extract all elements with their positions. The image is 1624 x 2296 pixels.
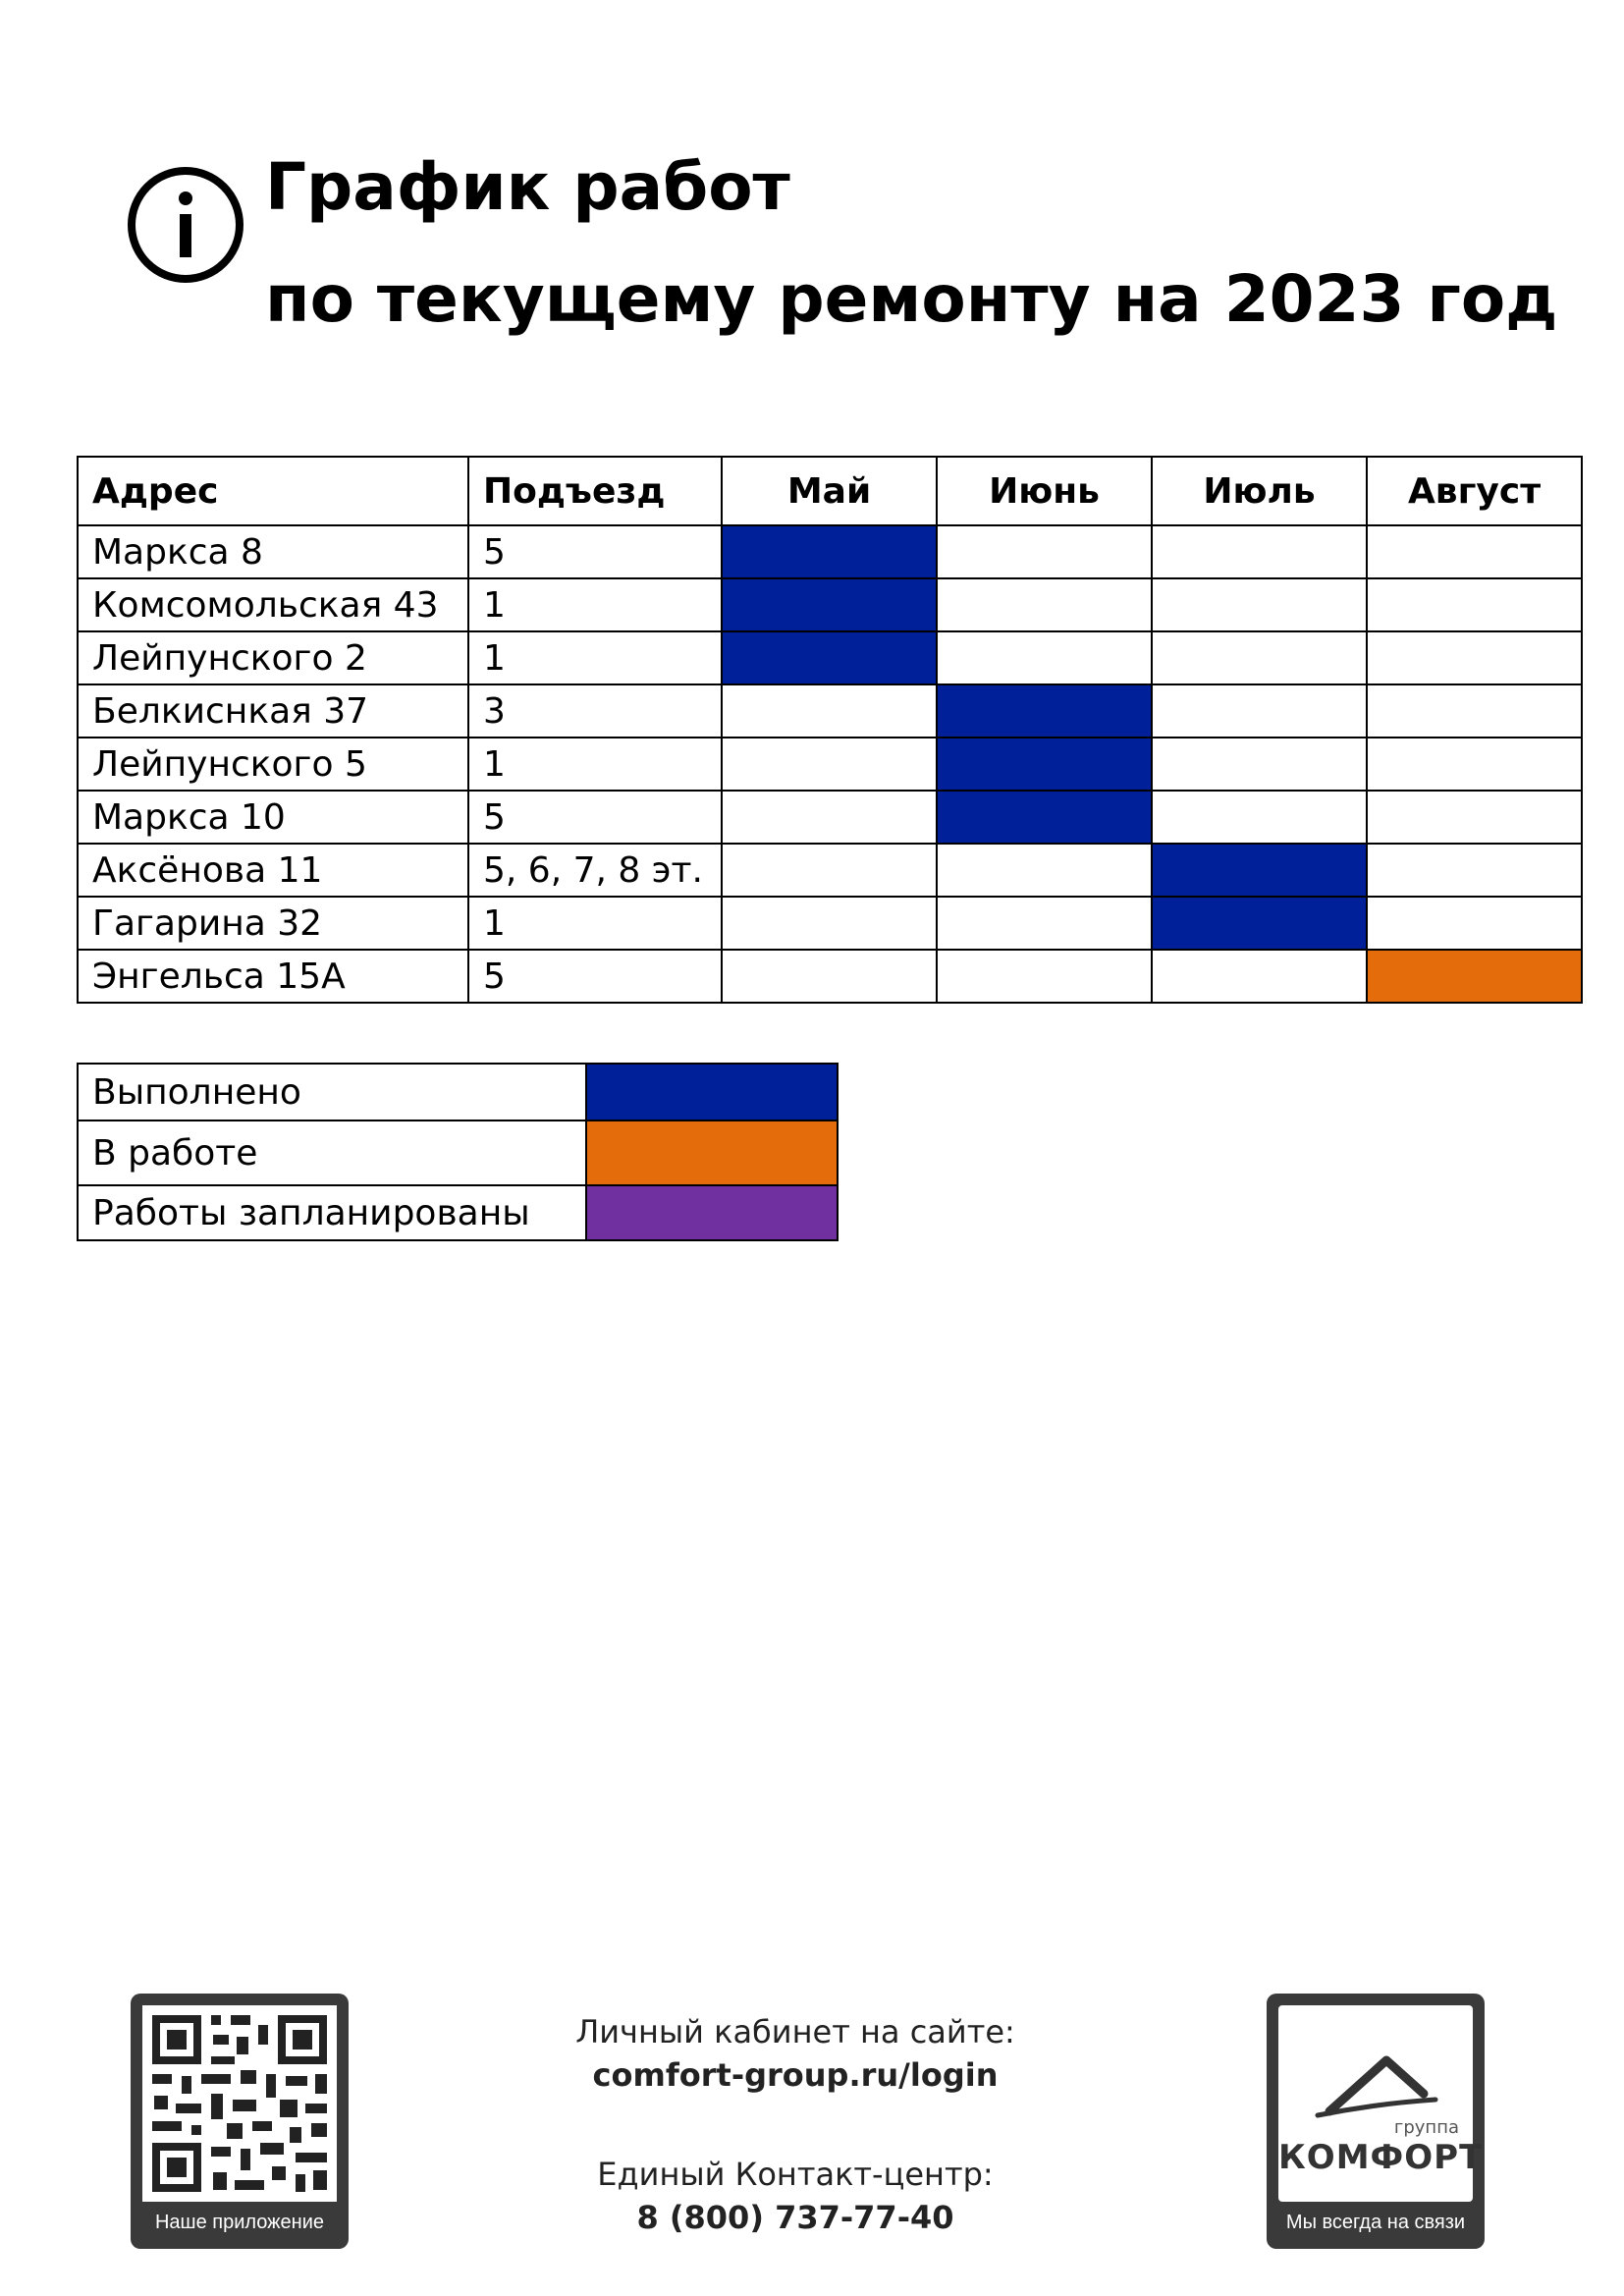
legend-row-done	[78, 1064, 838, 1121]
month-status-cell	[1367, 738, 1582, 791]
address-cell: Комсомольская 43	[78, 578, 468, 631]
month-status-cell	[1367, 525, 1582, 578]
month-status-cell	[1367, 897, 1582, 950]
company-logo-card	[1267, 1994, 1485, 2249]
month-status-cell	[1152, 525, 1367, 578]
month-status-cell	[937, 950, 1152, 1003]
entrance-cell: 1	[468, 578, 722, 631]
entrance-cell: 3	[468, 684, 722, 738]
month-status-cell	[722, 578, 937, 631]
table-row	[78, 897, 1582, 950]
column-header-july: Июль	[1152, 457, 1367, 525]
contact-phone[interactable]: 8 (800) 737-77-40	[636, 2199, 954, 2236]
legend-table	[77, 1063, 839, 1241]
address-cell: Белкиснкая 37	[78, 684, 468, 738]
month-status-cell	[937, 684, 1152, 738]
schedule-table	[77, 456, 1583, 1004]
cabinet-link[interactable]: comfort-group.ru/login	[592, 2056, 999, 2094]
month-status-cell	[1367, 631, 1582, 684]
cabinet-label: Личный кабинет на сайте:	[575, 2013, 1015, 2050]
table-row	[78, 578, 1582, 631]
month-status-cell	[937, 897, 1152, 950]
info-icon	[126, 165, 245, 285]
month-status-cell	[1367, 844, 1582, 897]
month-status-cell	[722, 897, 937, 950]
month-status-cell	[1367, 950, 1582, 1003]
column-header-address: Адрес	[78, 457, 468, 525]
legend-row-planned	[78, 1185, 838, 1240]
month-status-cell	[1152, 897, 1367, 950]
month-status-cell	[1152, 631, 1367, 684]
company-logo	[1278, 2005, 1484, 2202]
table-row	[78, 525, 1582, 578]
legend-label: Работы запланированы	[78, 1185, 586, 1240]
legend-row-in-progress	[78, 1121, 838, 1185]
legend-label: В работе	[78, 1121, 586, 1185]
table-row	[78, 791, 1582, 844]
address-cell: Лейпунского 5	[78, 738, 468, 791]
month-status-cell	[1367, 578, 1582, 631]
month-status-cell	[1152, 738, 1367, 791]
month-status-cell	[722, 525, 937, 578]
month-status-cell	[1152, 791, 1367, 844]
month-status-cell	[722, 791, 937, 844]
address-cell: Лейпунского 2	[78, 631, 468, 684]
month-status-cell	[722, 950, 937, 1003]
app-qr-card[interactable]	[131, 1994, 349, 2249]
table-row	[78, 950, 1582, 1003]
month-status-cell	[937, 631, 1152, 684]
month-status-cell	[937, 844, 1152, 897]
legend-swatch-done	[586, 1064, 838, 1121]
column-header-june: Июнь	[937, 457, 1152, 525]
legend-label: Выполнено	[78, 1064, 586, 1121]
logo-subtitle: группа	[1393, 2117, 1459, 2138]
month-status-cell	[937, 525, 1152, 578]
table-row	[78, 844, 1582, 897]
page-title-line1: График работ	[265, 149, 790, 225]
address-cell: Маркса 8	[78, 525, 468, 578]
logo-wordmark: КОМФОРТ	[1278, 2138, 1484, 2177]
month-status-cell	[1152, 950, 1367, 1003]
month-status-cell	[1367, 791, 1582, 844]
month-status-cell	[937, 791, 1152, 844]
month-status-cell	[937, 578, 1152, 631]
table-row	[78, 631, 1582, 684]
page-title-line2: по текущему ремонту на 2023 год	[265, 261, 1558, 337]
qr-code-icon	[142, 2005, 337, 2202]
column-header-may: Май	[722, 457, 937, 525]
legend-swatch-planned	[586, 1185, 838, 1240]
month-status-cell	[937, 738, 1152, 791]
address-cell: Гагарина 32	[78, 897, 468, 950]
month-status-cell	[1367, 684, 1582, 738]
month-status-cell	[1152, 844, 1367, 897]
month-status-cell	[722, 631, 937, 684]
logo-caption: Мы всегда на связи	[1285, 2212, 1466, 2233]
entrance-cell: 5	[468, 791, 722, 844]
table-row	[78, 738, 1582, 791]
address-cell: Аксёнова 11	[78, 844, 468, 897]
legend-swatch-in-progress	[586, 1121, 838, 1185]
month-status-cell	[722, 844, 937, 897]
address-cell: Маркса 10	[78, 791, 468, 844]
entrance-cell: 1	[468, 897, 722, 950]
contact-center-label: Единый Контакт-центр:	[597, 2156, 994, 2193]
address-cell: Энгельса 15А	[78, 950, 468, 1003]
entrance-cell: 5	[468, 525, 722, 578]
column-header-august: Август	[1367, 457, 1582, 525]
entrance-cell: 5, 6, 7, 8 эт.	[468, 844, 722, 897]
table-row	[78, 684, 1582, 738]
month-status-cell	[1152, 578, 1367, 631]
column-header-entrance: Подъезд	[468, 457, 722, 525]
entrance-cell: 1	[468, 738, 722, 791]
entrance-cell: 1	[468, 631, 722, 684]
qr-caption: Наше приложение	[154, 2212, 325, 2233]
entrance-cell: 5	[468, 950, 722, 1003]
month-status-cell	[722, 684, 937, 738]
month-status-cell	[722, 738, 937, 791]
schedule-header-row	[78, 457, 1582, 525]
month-status-cell	[1152, 684, 1367, 738]
